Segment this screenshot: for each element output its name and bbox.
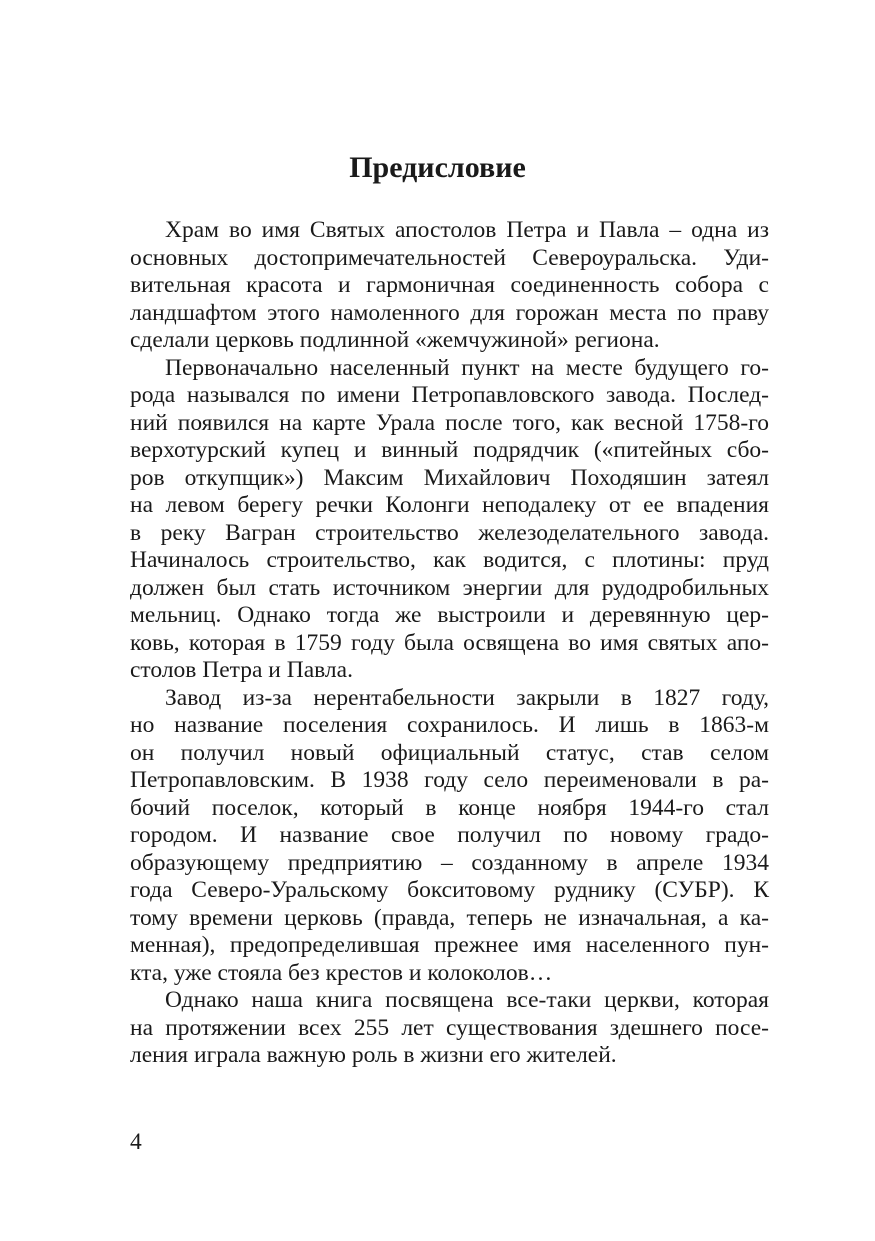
text-line: ковь, которая в 1759 году была освящена во имя святых апо- <box>130 629 769 656</box>
text-line: в реку Вагран строительство железоделательного завода. <box>130 519 769 546</box>
text-line: Однако наша книга посвящена все-таки церкви, которая <box>165 987 769 1013</box>
text-line: ров откупщик») Максим Михайлович Походяшин затеял <box>130 464 769 491</box>
text-line: столов Петра и Павла. <box>130 657 353 683</box>
text-line: кта, уже стояла без крестов и колоколов… <box>130 959 553 986</box>
text-line: рода назывался по имени Петропавловского завода. Послед- <box>130 382 769 408</box>
text-line: на левом берегу речки Колонги неподалеку от ее впадения <box>130 492 769 518</box>
text-line: Начиналось строительство, как водится, с плотины: пруд <box>130 547 769 573</box>
text-line: ления играла важную роль в жизни его жителей. <box>130 1042 617 1068</box>
paragraph-2 <box>130 355 769 685</box>
text-line: менная), предопределившая прежнее имя населенного пун- <box>130 932 769 958</box>
text-line: но название поселения сохранилось. И лишь в 1863-м <box>130 712 769 738</box>
paragraph-1 <box>130 217 769 355</box>
page-number: 4 <box>130 1129 142 1155</box>
text-line: на протяжении всех 255 лет существования здешнего посе- <box>130 1014 769 1041</box>
text-line: Первоначально населенный пункт на месте будущего го- <box>165 354 769 381</box>
text-line: он получил новый официальный статус, став селом <box>130 739 769 766</box>
text-line: городом. И название свое получил по новому градо- <box>130 822 769 848</box>
body-text <box>130 217 769 1070</box>
paragraph-3 <box>130 685 769 988</box>
text-line: бочий поселок, который в конце ноября 1944-го стал <box>130 794 769 821</box>
text-line: Завод из-за нерентабельности закрыли в 1827 году, <box>165 684 769 711</box>
text-line: основных достопримечательностей Североуральска. Уди- <box>130 244 769 271</box>
text-line: сделали церковь подлинной «жемчужиной» региона. <box>130 327 660 353</box>
text-line: Храм во имя Святых апостолов Петра и Павла – одна из <box>165 217 769 243</box>
text-line: образующему предприятию – созданному в апреле 1934 <box>130 849 769 876</box>
paragraph-4 <box>130 987 769 1070</box>
page-title: Предисловие <box>349 151 526 184</box>
text-line: ний появился на карте Урала после того, как весной 1758-го <box>130 409 769 436</box>
text-line: верхотурский купец и винный подрядчик («питейных сбо- <box>130 437 769 463</box>
text-line: вительная красота и гармоничная соединенность собора с <box>130 272 769 298</box>
text-line: года Северо-Уральскому бокситовому руднику (СУБР). К <box>130 877 769 903</box>
text-line: мельниц. Однако тогда же выстроили и деревянную цер- <box>130 602 769 628</box>
text-line: должен был стать источником энергии для рудодробильных <box>130 574 769 601</box>
text-line: тому времени церковь (правда, теперь не изначальная, а ка- <box>130 904 769 931</box>
text-line: Петропавловским. В 1938 году село переименовали в ра- <box>130 767 769 793</box>
text-line: ландшафтом этого намоленного для горожан места по праву <box>130 299 769 326</box>
